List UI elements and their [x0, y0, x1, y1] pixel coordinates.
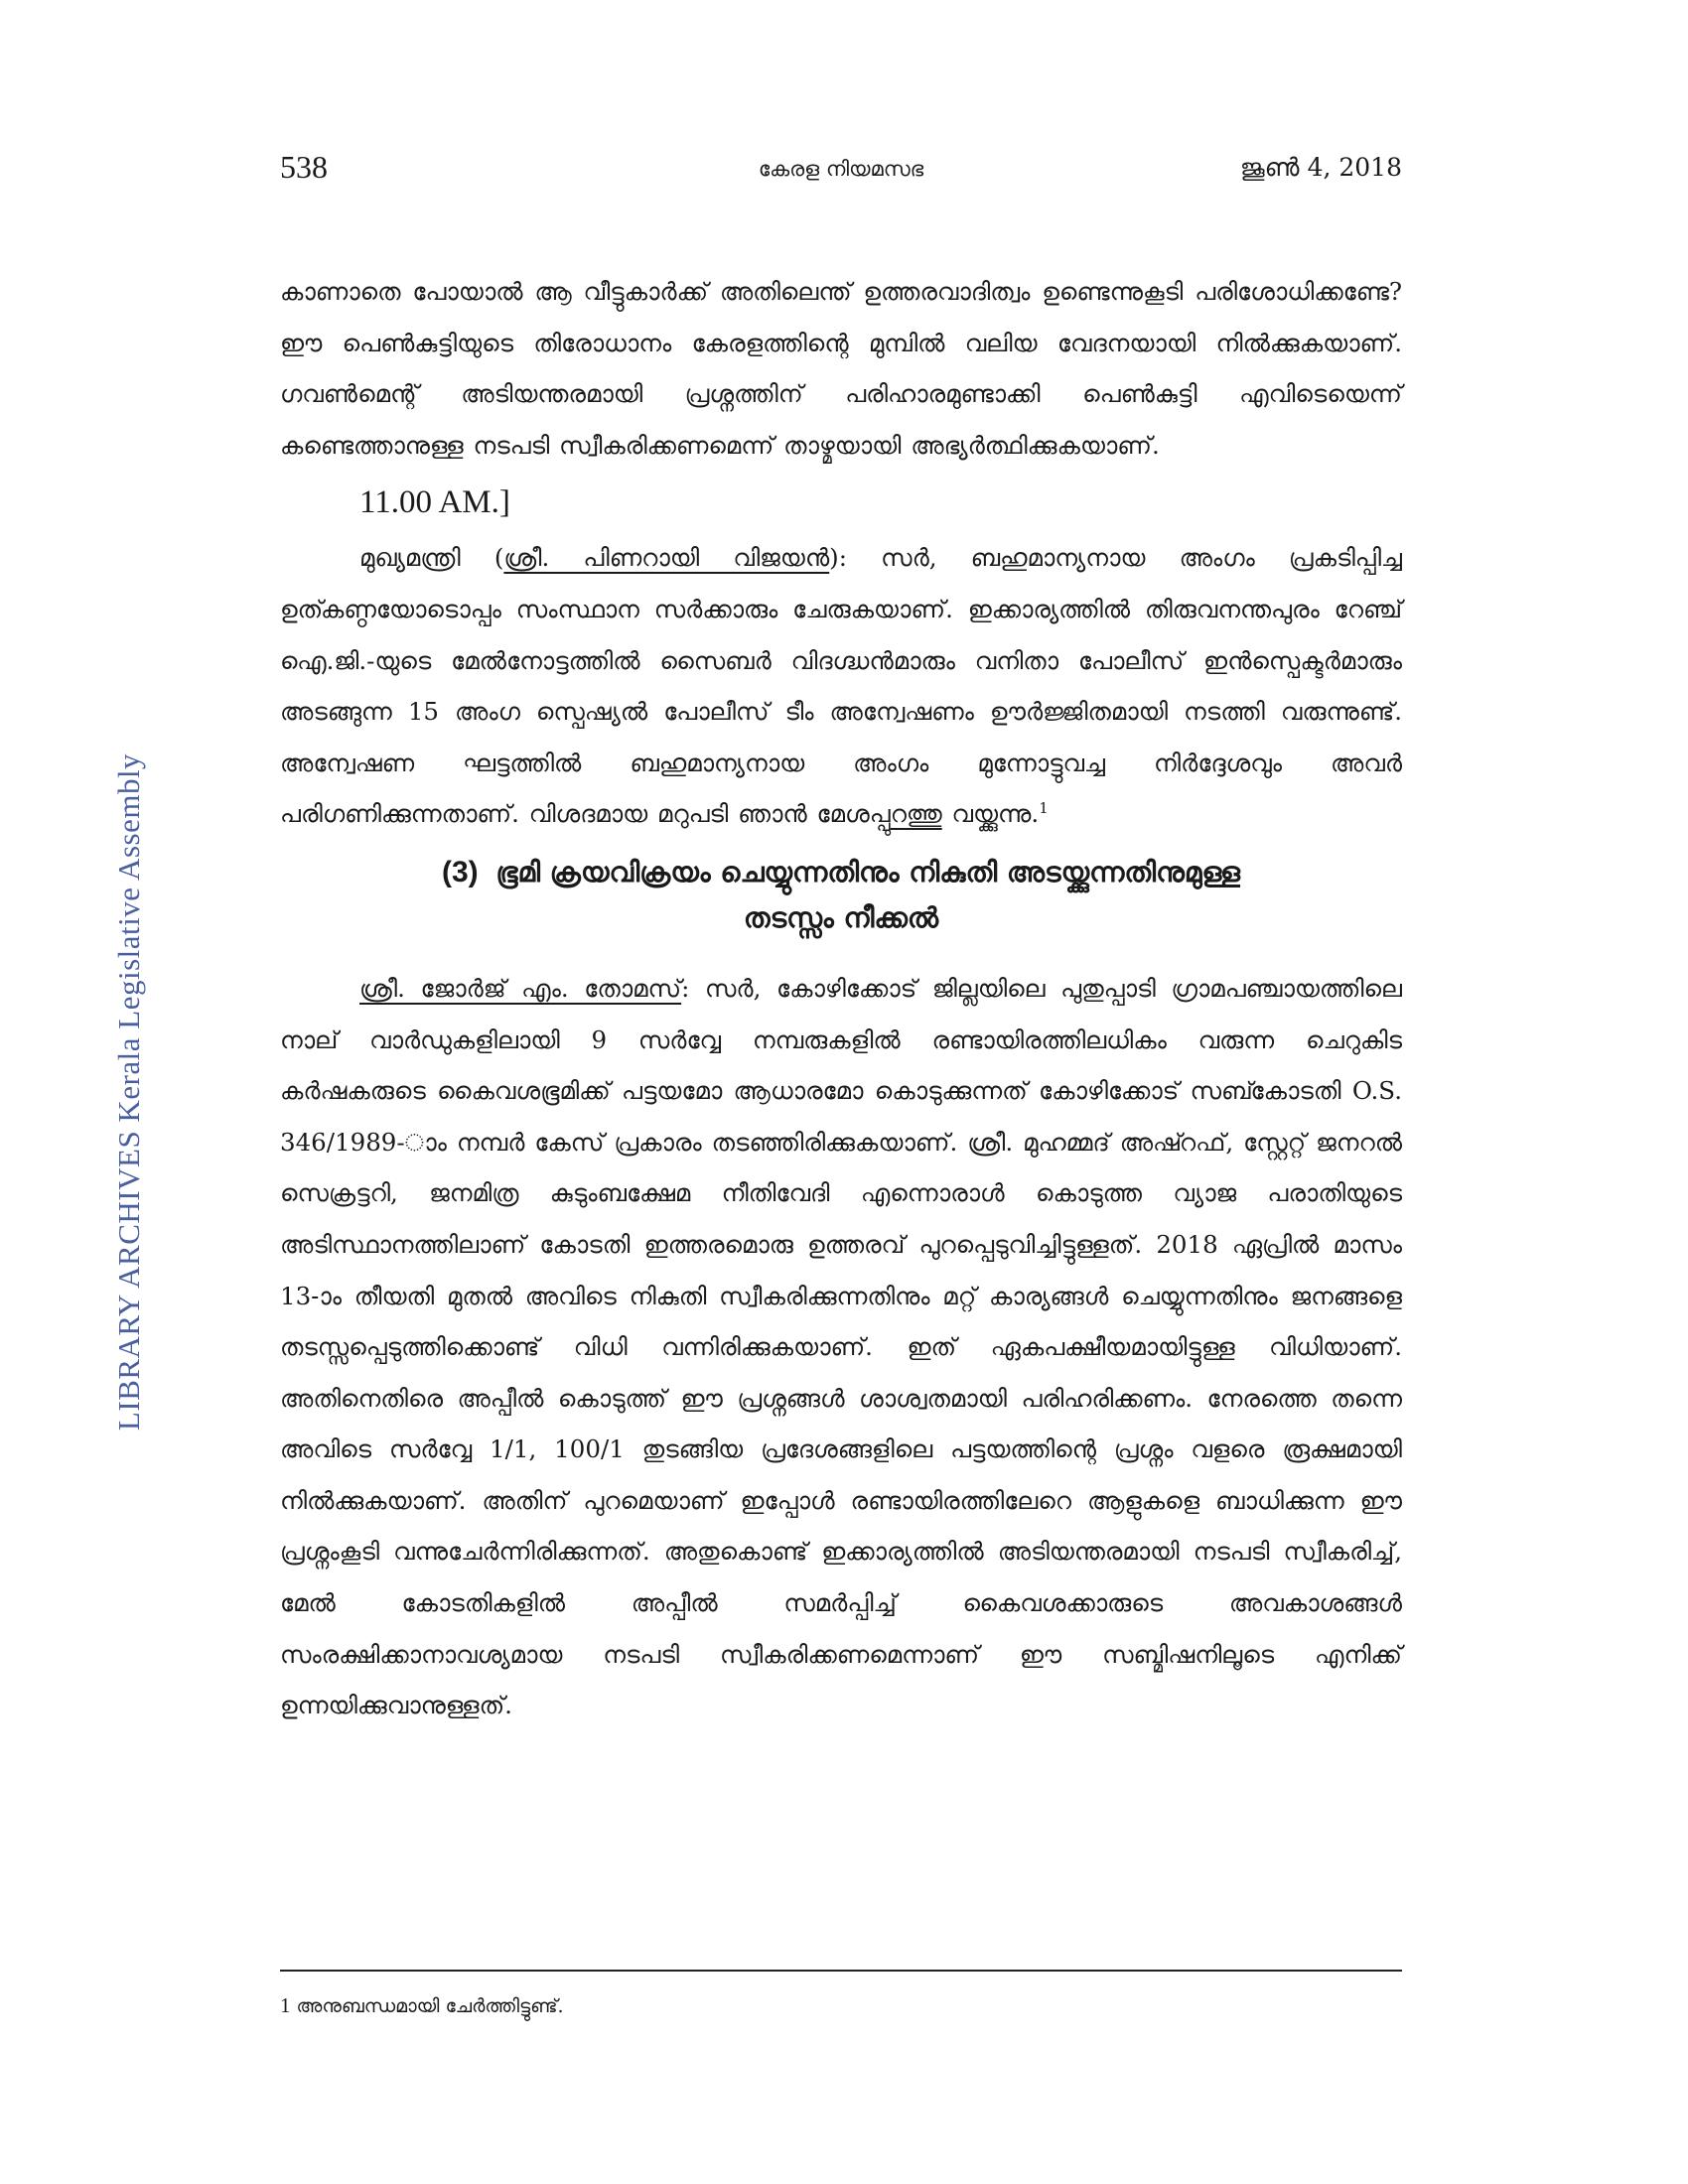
- underlined-word: റത്തു: [890, 799, 942, 829]
- section-heading-line-1: [280, 850, 1402, 895]
- paragraph-submission: [280, 963, 1402, 1731]
- footnote-divider: [280, 1970, 1402, 1972]
- member-name: ശ്രീ. ജോർജ് എം. തോമസ്: [359, 973, 682, 1003]
- running-title: കേരള നിയമസഭ: [758, 157, 924, 181]
- reply-end: വയ്ക്കുന്നു.: [941, 799, 1040, 829]
- archive-watermark: LIBRARY ARCHIVES Kerala Legislative Assembly: [111, 752, 146, 1432]
- section-heading: [280, 850, 1402, 941]
- submission-body: : സർ, കോഴിക്കോട് ജില്ലയിലെ പുതുപ്പാടി ഗ്രാമപഞ്ചായത്തിലെ നാല് വാർഡുകളിലായി 9 സർവ്വേ നമ്പരുകളിൽ രണ്ടായിരത്തിലധികം വരുന്ന ചെറുകിട കർഷകരുടെ കൈവശഭൂമിക്ക് പട്ടയമോ ആധാരമോ കൊടുക്കുന്നത് കോഴിക്കോട് സബ്കോടതി O.S. 346/1989-ാം നമ്പർ കേസ് പ്രകാരം തടഞ്ഞിരിക്കുകയാണ്. ശ്രീ. മുഹമ്മദ് അഷ്റഫ്, സ്റ്റേറ്റ് ജനറൽ സെക്രട്ടറി, ജനമിത്ര കുടുംബക്ഷേമ നീതിവേദി എന്നൊരാൾ കൊടുത്ത വ്യാജ പരാതിയുടെ അടിസ്ഥാനത്തിലാണ് കോടതി ഇത്തരമൊരു ഉത്തരവ് പുറപ്പെടുവിച്ചിട്ടുള്ളത്. 2018 ഏപ്രിൽ മാസം 13-ാം തീയതി മുതൽ അവിടെ നികുതി സ്വീകരിക്കുന്നതിനും മറ്റ് കാര്യങ്ങൾ ചെയ്യുന്നതിനും ജനങ്ങളെ തടസ്സപ്പെടുത്തിക്കൊണ്ട് വിധി വന്നിരിക്കുകയാണ്. ഇത് ഏകപക്ഷീയമായിട്ടുള്ള വിധിയാണ്. അതിനെതിരെ അപ്പീൽ കൊടുത്ത് ഈ പ്രശ്നങ്ങൾ ശാശ്വതമായി പരിഹരിക്കണം. നേരത്തെ തന്നെ അവിടെ സർവ്വേ 1/1, 100/1 തുടങ്ങിയ പ്രദേശങ്ങളിലെ പട്ടയത്തിന്റെ പ്രശ്നം വളരെ രൂക്ഷമായി നിൽക്കുകയാണ്. അതിന് പുറമെയാണ് ഇപ്പോൾ രണ്ടായിരത്തിലേറെ ആളുകളെ ബാധിക്കുന്ന ഈ പ്രശ്നംകൂടി വന്നുചേർന്നിരിക്കുന്നത്. അതുകൊണ്ട് ഇക്കാര്യത്തിൽ അടിയന്തരമായി നടപടി സ്വീകരിച്ച്, മേൽ കോടതികളിൽ അപ്പീൽ സമർപ്പിച്ച് കൈവശക്കാരുടെ അവകാശങ്ങൾ സംരക്ഷിക്കാനാവശ്യമായ നടപടി സ്വീകരിക്കണമെന്നാണ് ഈ സബ്മിഷനിലൂടെ എനിക്ക് ഉന്നയിക്കുവാനുള്ളത്.: [280, 973, 1402, 1720]
- paragraph-chief-minister: [280, 532, 1402, 840]
- section-number: (3): [441, 855, 479, 888]
- section-title-2: തടസ്സം നീക്കൽ: [743, 900, 939, 934]
- page-body: [280, 266, 1402, 1731]
- header-date: ജൂൺ 4, 2018: [1239, 153, 1402, 182]
- speaker-name: ശ്രീ. പിണറായി വിജയൻ: [503, 543, 830, 573]
- speaker-role: മുഖ്യമന്ത്രി (: [359, 543, 504, 573]
- footnote-text: അനുബന്ധമായി ചേർത്തിട്ടുണ്ട്.: [296, 1995, 564, 2017]
- footnote-number: 1: [280, 1993, 291, 2017]
- page-header: [280, 149, 1402, 199]
- reply-body: മാന്യനായ അംഗം പ്രകടിപ്പിച്ച ഉത്കണ്ഠയോടൊപ്പം സംസ്ഥാന സർക്കാരും ചേരുകയാണ്. ഇക്കാര്യത്തിൽ തിരുവനന്തപുരം റേഞ്ച് ഐ.ജി.-യുടെ മേൽനോട്ടത്തിൽ സൈബർ വിദഗ്ദ്ധൻമാരും വനിതാ പോലീസ് ഇൻസ്പെക്ടർമാരും അടങ്ങുന്ന 15 അംഗ സ്പെഷ്യൽ പോലീസ് ടീം അന്വേഷണം ഊർജ്ജിതമായി നടത്തി വരുന്നുണ്ട്. അന്വേഷണ ഘട്ടത്തിൽ ബഹു: [280, 543, 1402, 777]
- timestamp: 11.00 AM.]: [359, 484, 510, 521]
- footnote-reference: 1: [1039, 799, 1049, 818]
- reply-tail: മാന്യനായ അംഗം മുന്നോട്ടുവച്ച നിർദ്ദേശവും അവർ പരിഗണിക്കുന്നതാണ്. വിശദമായ മറുപടി ഞാൻ മേശപ്പു: [280, 748, 1402, 829]
- reply-intro: ): സർ, ബഹു: [829, 543, 1028, 573]
- footnote: [280, 1993, 564, 2018]
- section-title-1: ഭൂമി ക്രയവിക്രയം ചെയ്യുന്നതിനും നികുതി അടയ്ക്കുന്നതിനുമുള്ള: [495, 855, 1241, 888]
- paragraph-continuation: കാണാതെ പോയാൽ ആ വീട്ടുകാർക്ക് അതിലെന്ത് ഉത്തരവാദിത്വം ഉണ്ടെന്നുകൂടി പരിശോധിക്കണ്ടേ? ഈ പെൺകുട്ടിയുടെ തിരോധാനം കേരളത്തിന്റെ മുമ്പിൽ വലിയ വേദനയായി നിൽക്കുകയാണ്. ഗവൺമെന്റ് അടിയന്തരമായി പ്രശ്നത്തിന് പരിഹാരമുണ്ടാക്കി പെൺകുട്ടി എവിടെയെന്ന് കണ്ടെത്താനുള്ള നടപടി സ്വീകരിക്കണമെന്ന് താഴ്മയായി അഭ്യർത്ഥിക്കുകയാണ്.: [280, 277, 1402, 460]
- page-number: 538: [280, 149, 328, 185]
